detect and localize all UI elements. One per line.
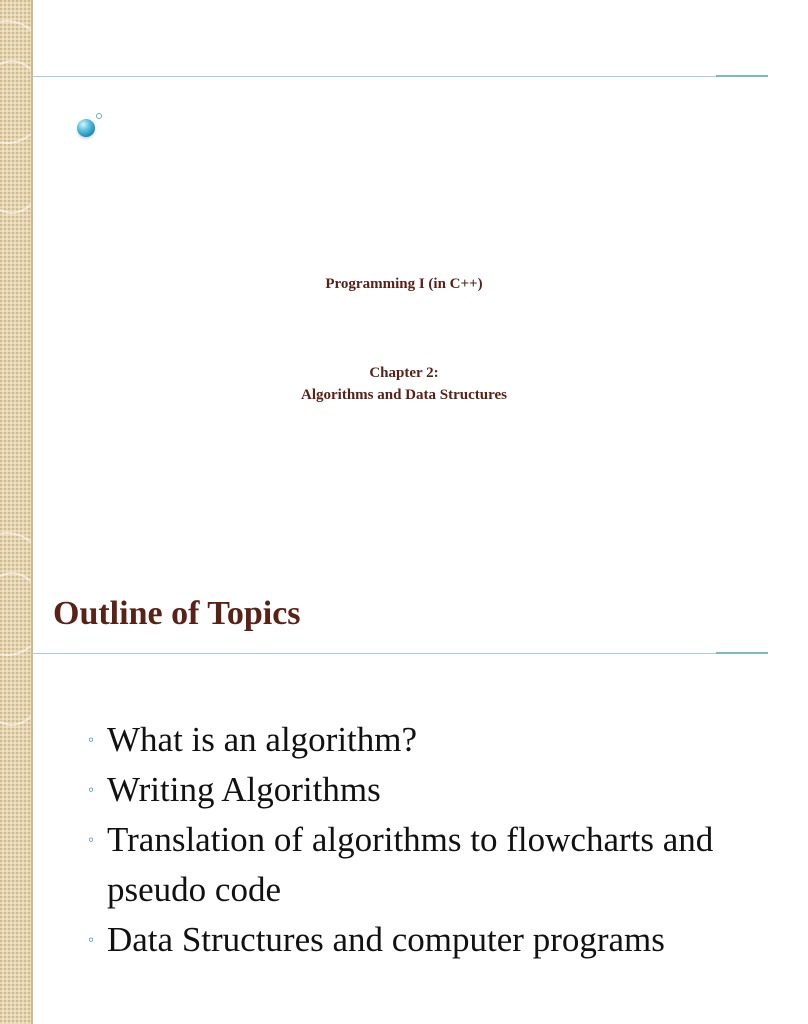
course-title: Programming I (in C++) [325, 276, 483, 292]
list-item: ◦ What is an algorithm? [88, 715, 748, 765]
chapter-title: Algorithms and Data Structures [301, 387, 507, 403]
title-slide [0, 0, 768, 512]
decorative-texture-strip [0, 512, 31, 1024]
strip-edge [31, 512, 33, 1024]
small-bubble-icon [96, 113, 102, 119]
list-item: ◦ Writing Algorithms [88, 765, 748, 815]
list-item: ◦ Data Structures and computer programs [88, 915, 748, 965]
chapter-number: Chapter 2: [369, 365, 439, 381]
bullet-icon: ◦ [88, 930, 95, 949]
header-divider-accent [716, 652, 768, 654]
header-divider [31, 76, 768, 77]
bubble-icon [77, 119, 95, 137]
topic-list [88, 715, 748, 965]
outline-slide [0, 512, 768, 1024]
bullet-icon: ◦ [88, 780, 95, 799]
bullet-icon: ◦ [88, 830, 95, 849]
header-divider-accent [716, 75, 768, 77]
header-divider [31, 653, 768, 654]
list-item: ◦ Translation of algorithms to flowcharts and pseudo code [88, 815, 748, 915]
slide-title: Outline of Topics [53, 595, 301, 632]
decorative-texture-strip [0, 0, 31, 512]
bullet-icon: ◦ [88, 730, 95, 749]
